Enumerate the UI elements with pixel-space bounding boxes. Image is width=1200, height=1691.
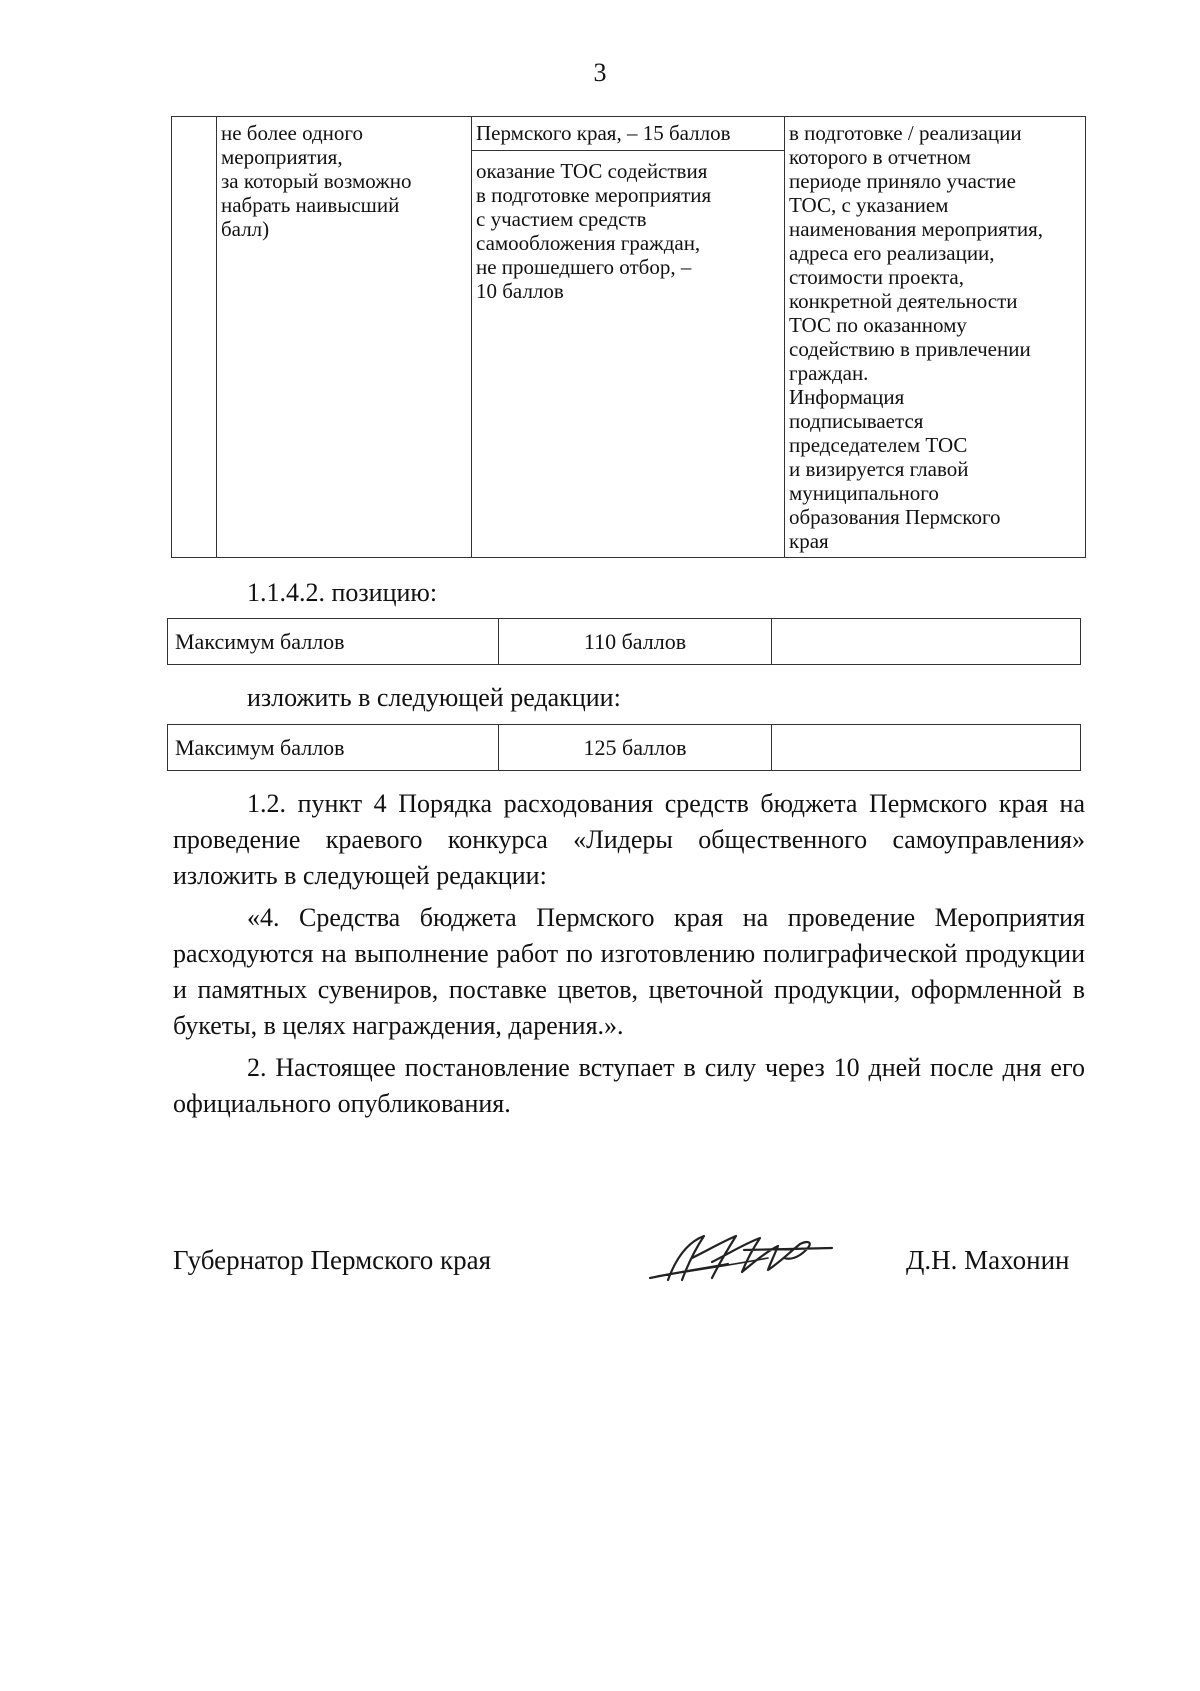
criteria-description-text: не более одного мероприятия, за который возможно набрать наивысший балл) xyxy=(221,121,412,241)
criteria-number-cell xyxy=(172,117,217,558)
score-region-text: Пермского края, – 15 баллов xyxy=(472,117,784,151)
signatory-title: Губернатор Пермского края xyxy=(173,1245,492,1275)
paragraph-1-2: 1.2. пункт 4 Порядка расходования средств бюджета Пермского края на проведение краевого конкурса «Лидеры общественного самоуправления» изложить в следующей редакции: xyxy=(173,789,1085,890)
new-edition-label: изложить в следующей редакции: xyxy=(247,683,621,712)
old-max-value: 110 баллов xyxy=(499,619,772,665)
new-max-label: Максимум баллов xyxy=(168,725,499,771)
paragraph-2: 2. Настоящее постановление вступает в силу через 10 дней после дня его официального опубликования. xyxy=(173,1053,1085,1118)
table-row xyxy=(168,619,1081,665)
score-assistance-text: оказание ТОС содействия в подготовке мероприятия с участием средств самообложения граждан, не прошедшего отбор, – 10 баллов xyxy=(476,159,712,303)
table-row xyxy=(168,725,1081,771)
body-text xyxy=(173,786,1085,1122)
page-number: 3 xyxy=(593,58,607,87)
old-max-score-table xyxy=(167,618,1081,665)
item-1-1-4-2: 1.1.4.2. позицию: xyxy=(247,578,438,607)
criteria-confirmation-text: в подготовке / реализации которого в отчетном периоде приняло участие ТОС, с указанием наименования мероприятия, адреса его реализации, стоимости проекта, конкретной деятельности ТОС по оказанному содействию в привлечении граждан. Информация подписывается председателем ТОС и визируется главой муниципального образования Пермского края xyxy=(789,121,1044,553)
new-max-score-table xyxy=(167,724,1081,771)
criteria-description-cell xyxy=(217,117,472,558)
paragraph-4: «4. Средства бюджета Пермского края на проведение Мероприятия расходуются на выполнение работ по изготовлению полиграфической продукции и памятных сувениров, поставке цветов, цветочной продукции, оформленной в букеты, в целях награждения, дарения.». xyxy=(173,903,1085,1040)
criteria-score-cell xyxy=(472,117,785,558)
criteria-table xyxy=(171,116,1086,558)
new-max-value: 125 баллов xyxy=(499,725,772,771)
signatory-name: Д.Н. Махонин xyxy=(906,1245,1070,1275)
criteria-confirmation-cell xyxy=(785,117,1086,558)
new-max-note xyxy=(772,725,1081,771)
old-max-label: Максимум баллов xyxy=(168,619,499,665)
signature-image xyxy=(648,1228,838,1290)
old-max-note xyxy=(772,619,1081,665)
